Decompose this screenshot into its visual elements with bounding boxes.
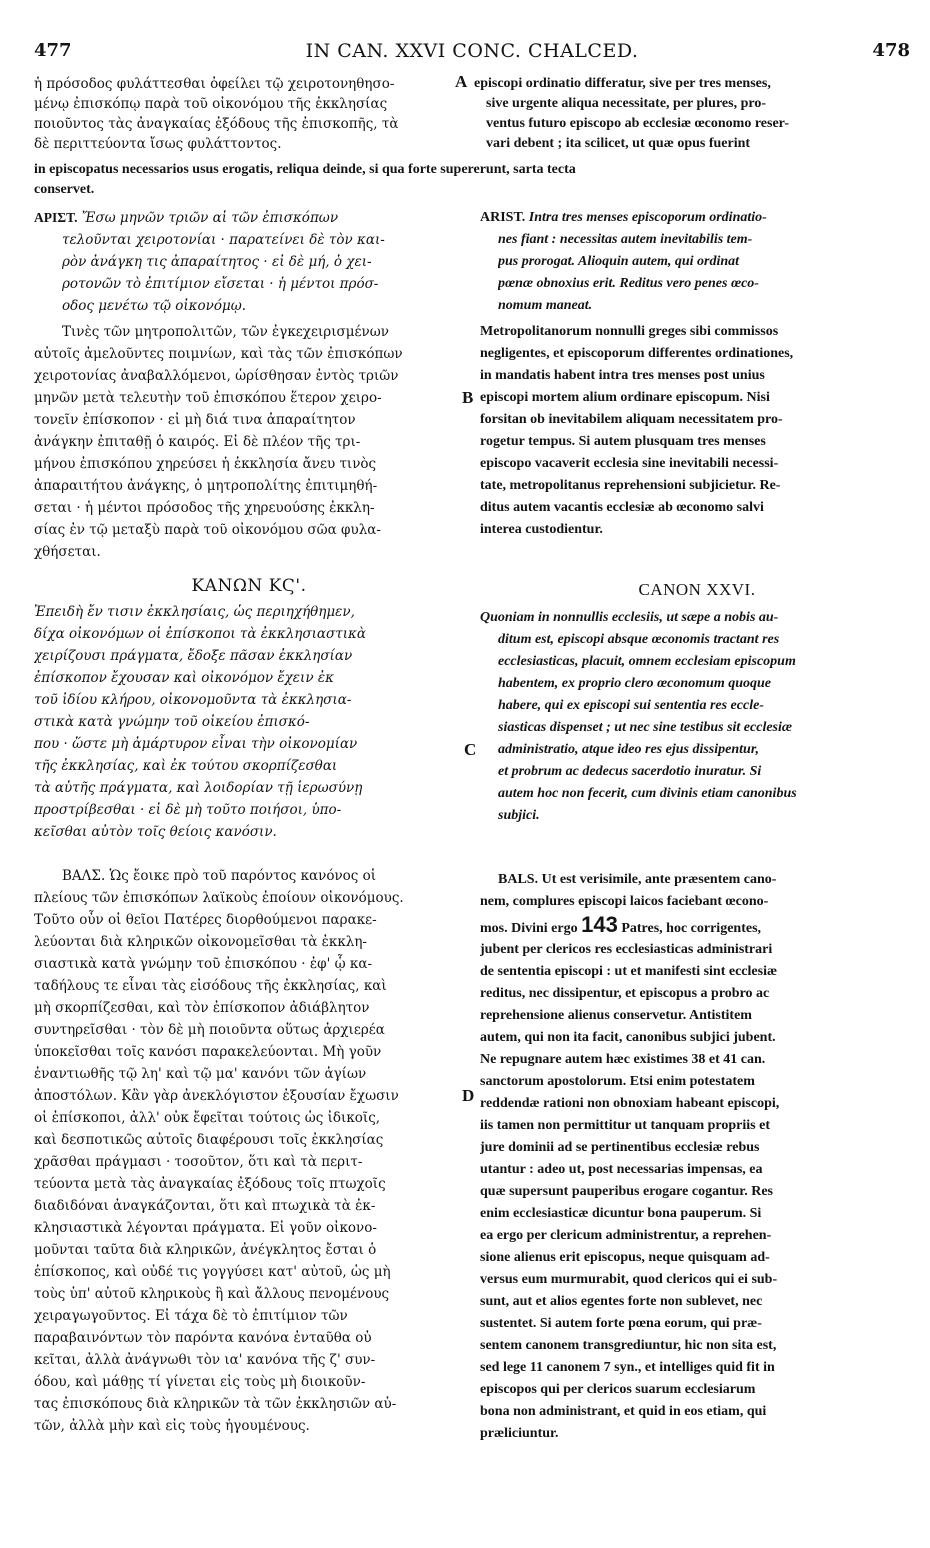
- text-line: ταδήλους τε εἶναι τὰς εἰσόδους τῆς ἐκκλησίας, καὶ: [34, 978, 387, 994]
- text-line: in episcopatus necessarios usus erogatis, reliqua deinde, si qua forte supererunt, sarta tecta: [34, 162, 576, 177]
- text-line: jubent per clericos res ecclesiasticas administrari: [480, 942, 773, 957]
- text-line: Quoniam in nonnullis ecclesiis, ut sæpe a nobis au-: [480, 610, 779, 625]
- text-line: μὴ σκορπίζεσθαι, καὶ τὸν ἐπίσκοπον ἀδιάβλητον: [34, 1000, 370, 1016]
- margin-marker-a: A: [455, 72, 468, 91]
- text-line: ἐναντιωθῆς τῷ λη' καὶ τῷ μα' κανόνι τῶν ἁγίων: [34, 1066, 367, 1082]
- text-line: ΒΑΛΣ. Ὡς ἔοικε πρὸ τοῦ παρόντος κανόνος οἱ: [62, 868, 377, 884]
- text-line: Τοῦτο οὖν οἱ θεῖοι Πατέρες διορθούμενοι παρακε-: [34, 912, 377, 928]
- canon-heading-latin: CANON XXVI.: [638, 580, 756, 599]
- text-line: tate, metropolitanus reprehensioni subjicietur. Re-: [480, 478, 781, 493]
- text-line: σεται · ἡ μέντοι πρόσοδος τῆς χηρευούσης ἐκκλη-: [34, 500, 375, 516]
- text-line: ἡ πρόσοδος φυλάττεσθαι ὀφείλει τῷ χειροτονηθησο-: [34, 76, 395, 92]
- text-span: Ut est verisimile, ante præsentem cano-: [541, 872, 777, 887]
- text-line: sentem canonem transgrediuntur, hic non sita est,: [480, 1338, 777, 1353]
- text-line: ἀνάγκην ἐπιταθῇ ὁ καιρός. Εἰ δὲ πλέον τῆς τρι-: [34, 434, 361, 450]
- text-line: subjici.: [498, 808, 540, 823]
- text-line: in mandatis habent intra tres menses post unius: [480, 368, 765, 383]
- page-number-left: 477: [34, 40, 72, 61]
- text-line: τεύοντα μετὰ τὰς ἀναγκαίας ἐξόδους τοῖς πτωχοῖς: [34, 1176, 386, 1192]
- text-line: sunt, aut et alios egentes forte non sublevet, nec: [480, 1294, 763, 1309]
- text-line: που · ὥστε μὴ ἀμάρτυρον εἶναι τὴν οἰκονομίαν: [34, 736, 358, 752]
- text-line: προστρίβεσθαι · εἰ δὲ μὴ τοῦτο ποιήσοι, ὑπο-: [34, 802, 342, 818]
- text-line: τας ἐπισκόπους διὰ κληρικῶν τὰ τῶν ἐκκλησιῶν αὐ-: [34, 1396, 397, 1412]
- text-line: μήνου ἐπισκόπου χηρεύσει ἡ ἐκκλησία ἄνευ τινὸς: [34, 456, 377, 472]
- text-line: sustentet. Si autem forte pœna eorum, qui præ-: [480, 1316, 762, 1331]
- text-line: Ne repugnare autem hæc existimes 38 et 41 can.: [480, 1052, 766, 1067]
- text-line: δὲ περιττεύοντα ἴσως φυλάττοντος.: [34, 136, 282, 152]
- text-line: reprehensione alienus conservetur. Antistitem: [480, 1008, 752, 1023]
- section-label: ΑΡΙΣΤ.: [34, 210, 78, 225]
- text-line: [480, 912, 914, 942]
- text-line: reddendæ rationi non obnoxiam habeant episcopi,: [480, 1096, 780, 1111]
- text-line: συντηρεῖσθαι · τὸν δὲ μὴ ποιοῦντα οὕτως ἀρχιερέα: [34, 1022, 385, 1038]
- text-line: καὶ δεσποτικῶς αὐτοῖς διαφέρουσι τοῖς ἐκκλησίας: [34, 1132, 384, 1148]
- text-line: Ἐπειδὴ ἔν τισιν ἐκκλησίαις, ὡς περιηχήθημεν,: [34, 604, 355, 620]
- text-line: reditus, nec dissipentur, et episcopus a probro ac: [480, 986, 770, 1001]
- text-line: κεῖται, ἀλλὰ ἀνάγνωθι τὸν ια' κανόνα τῆς ζ' συν-: [34, 1352, 376, 1368]
- text-line: pœnæ obnoxius erit. Reditus vero penes œco-: [498, 276, 759, 291]
- text-span: Patres, hoc corrigentes,: [621, 921, 762, 936]
- text-line: λεύονται διὰ κληρικῶν οἰκονομεῖσθαι τὰ ἐκκλη-: [34, 934, 367, 950]
- text-line: οδος μενέτω τῷ οἰκονόμῳ.: [62, 298, 247, 314]
- margin-marker-d: D: [462, 1086, 475, 1105]
- text-line: κεῖσθαι αὐτὸν τοῖς θείοις κανόσιν.: [34, 824, 277, 840]
- text-line: τῆς ἐκκλησίας, καὶ ἐκ τούτου σκορπίζεσθαι: [34, 758, 338, 774]
- text-line: ditus autem vacantis ecclesiæ ab œconomo salvi: [480, 500, 764, 515]
- text-line: χειρίζουσι πράγματα, ἔδοξε πᾶσαν ἐκκλησίαν: [34, 648, 353, 664]
- signature-mark: 143: [581, 912, 618, 937]
- text-line: σίας ἐν τῷ μεταξὺ παρὰ τοῦ οἰκονόμου σῶα φυλα-: [34, 522, 381, 538]
- text-line: τελοῦνται χειροτονίαι · παρατείνει δὲ τὸν και-: [62, 232, 385, 248]
- text-line: pus prorogat. Alioquin autem, qui ordinat: [498, 254, 740, 269]
- text-line: χειραγωγοῦντος. Εἰ τάχα δὲ τὸ ἐπιτίμιον τῶν: [34, 1308, 348, 1324]
- text-span: Intra tres menses episcoporum ordinatio-: [528, 210, 767, 225]
- text-line: rogetur tempus. Si autem plusquam tres menses: [480, 434, 766, 449]
- text-line: nem, complures episcopi laicos faciebant œcono-: [480, 894, 769, 909]
- text-line: ἐπίσκοπον ἔχουσαν καὶ οἰκονόμον ἔχειν ἐκ: [34, 670, 334, 686]
- text-line: forsitan ob inevitabilem aliquam necessitatem pro-: [480, 412, 783, 427]
- text-line: κλησιαστικὰ λέγονται πράγματα. Εἰ γοῦν οἰκονο-: [34, 1220, 377, 1236]
- text-line: τὰ αὐτῆς πράγματα, καὶ λοιδορίαν τῇ ἱερωσύνῃ: [34, 780, 363, 796]
- text-line: χθήσεται.: [34, 544, 101, 560]
- text-line: ποιοῦντος τὰς ἀναγκαίας ἐξόδους τῆς ἐπισκοπῆς, τὰ: [34, 116, 399, 132]
- text-line: ventus futuro episcopo ab ecclesiæ œconomo reser-: [486, 116, 790, 131]
- text-line: ἀπαραιτήτου ἀνάγκης, ὁ μητροπολίτης ἐπιτιμηθή-: [34, 478, 378, 494]
- text-line: παραβαινόντων τὸν παρόντα κανόνα ἐνταῦθα οὐ: [34, 1330, 372, 1346]
- text-line: quæ supersunt pauperibus erogare cogantur. Res: [480, 1184, 774, 1199]
- text-line: χρᾶσθαι πράγμασι · τοσοῦτον, ὅτι καὶ τὰ περιτ-: [34, 1154, 363, 1170]
- section-label: BALS.: [498, 872, 539, 887]
- text-line: præliciuntur.: [480, 1426, 559, 1441]
- text-line: conservet.: [34, 182, 95, 197]
- text-line: de sententia episcopi : ut et manifesti sint ecclesiæ: [480, 964, 778, 979]
- text-line: negligentes, et episcoporum differentes ordinationes,: [480, 346, 794, 361]
- text-line: episcopos qui per clericos suarum ecclesiarum: [480, 1382, 756, 1397]
- text-line: administratio, atque ideo res ejus dissipentur,: [498, 742, 759, 757]
- text-line: vari debent ; ita scilicet, ut quæ opus fuerint: [486, 136, 751, 151]
- text-line: versus eum murmurabit, quod clericos qui ei sub-: [480, 1272, 778, 1287]
- text-line: jure dominii ad se pertinentibus ecclesiæ rebus: [480, 1140, 760, 1155]
- text-line: Metropolitanorum nonnulli greges sibi commissos: [480, 324, 779, 339]
- section-label: ARIST.: [480, 210, 526, 225]
- text-line: episcopi ordinatio differatur, sive per tres menses,: [474, 76, 771, 91]
- text-line: οἱ ἐπίσκοποι, ἀλλ' οὐκ ἔφεῖται τούτοις ὡς ἰδικοῖς,: [34, 1110, 381, 1126]
- text-line: τονεῖν ἐπίσκοπον · εἰ μὴ διά τινα ἀπαραίτητον: [34, 412, 356, 428]
- text-span: mos. Divini ergo: [480, 921, 578, 936]
- text-line: διαδιδόναι ἀναγκάζονται, ὅτι καὶ πτωχικὰ τὰ ἐκ-: [34, 1198, 376, 1214]
- page-number-right: 478: [872, 40, 910, 61]
- margin-marker-c: C: [464, 740, 477, 759]
- text-line: στικὰ κατὰ γνώμην τοῦ οἰκείου ἐπισκό-: [34, 714, 310, 730]
- text-line: ρὸν ἀνάγκη τις ἀπαραίτητος · εἰ δὲ μή, ὁ χει-: [62, 254, 372, 270]
- text-line: et probrum ac dedecus sacerdotio inuratur. Si: [498, 764, 762, 779]
- page-header: [34, 38, 910, 72]
- text-line: δίχα οἰκονόμων οἱ ἐπίσκοποι τὰ ἐκκλησιαστικὰ: [34, 626, 366, 642]
- text-line: [480, 208, 914, 228]
- text-line: habentem, ex proprio clero œconomum quoque: [498, 676, 772, 691]
- text-line: sione alienus erit episcopus, neque quisquam ad-: [480, 1250, 770, 1265]
- running-head: IN CAN. XXVI CONC. CHALCED.: [305, 40, 639, 62]
- text-line: ροτονῶν τὸ ἐπιτίμιον εἴσεται · ἡ μέντοι πρόσ-: [62, 276, 379, 292]
- text-line: ea ergo per clericum administrentur, a reprehen-: [480, 1228, 772, 1243]
- text-line: μοῦνται ταῦτα διὰ κληρικῶν, ἀνέγκλητος ἔσται ὁ: [34, 1242, 377, 1258]
- text-line: αὐτοῖς ἀμελοῦντες ποιμνίων, καὶ τὰς τῶν ἐπισκόπων: [34, 346, 403, 362]
- text-line: nes fiant : necessitas autem inevitabilis tem-: [498, 232, 753, 247]
- text-line: [498, 870, 914, 890]
- text-line: nomum maneat.: [498, 298, 593, 313]
- text-line: ditum est, episcopi absque œconomis tractant res: [498, 632, 780, 647]
- text-line: sive urgente aliqua necessitate, per plures, pro-: [486, 96, 766, 111]
- text-line: μένῳ ἐπισκόπῳ παρὰ τοῦ οἰκονόμου τῆς ἐκκλησίας: [34, 96, 388, 112]
- text-line: [34, 208, 464, 228]
- text-line: σιαστικὰ κατὰ γνώμην τοῦ ἐπισκόπου · ἐφ' ᾧ κα-: [34, 956, 373, 972]
- text-line: utantur : adeo ut, post necessarias impensas, ea: [480, 1162, 763, 1177]
- text-line: sed lege 11 canonem 7 syn., et intelliges quid fit in: [480, 1360, 775, 1375]
- text-line: autem, qui non ita facit, canonibus subjici jubent.: [480, 1030, 776, 1045]
- margin-marker-b: B: [462, 388, 474, 407]
- text-line: όδου, καὶ μάθῃς τί γίνεται εἰς τοὺς μὴ διοικοῦν-: [34, 1374, 366, 1390]
- text-line: sanctorum apostolorum. Etsi enim potestatem: [480, 1074, 755, 1089]
- text-line: ecclesiasticas, placuit, omnem ecclesiam episcopum: [498, 654, 796, 669]
- text-line: τοὺς ὑπ' αὐτοῦ κληρικοὺς ἢ καὶ ἄλλους πενομένους: [34, 1286, 390, 1302]
- text-line: autem hoc non fecerit, cum divinis etiam canonibus: [498, 786, 797, 801]
- text-line: Τινὲς τῶν μητροπολιτῶν, τῶν ἐγκεχειρισμένων: [62, 324, 389, 340]
- text-line: interea custodientur.: [480, 522, 603, 537]
- text-line: τοῦ ἰδίου κλήρου, οἰκονομοῦντα τὰ ἐκκλησια-: [34, 692, 352, 708]
- canon-heading-greek: ΚΑΝΩΝ ΚϚ'.: [191, 576, 307, 596]
- text-line: siasticas dispenset ; ut nec sine testibus sit ecclesiæ: [498, 720, 792, 735]
- text-line: habere, qui ex episcopi sui sententia res eccle-: [498, 698, 764, 713]
- text-line: ἀποστόλων. Κἂν γὰρ ἀνεκλόγιστον ἐξουσίαν ἔχωσιν: [34, 1088, 399, 1104]
- text-line: episcopi mortem alium ordinare episcopum. Nisi: [480, 390, 770, 405]
- text-line: πλείους τῶν ἐπισκόπων λαϊκοὺς ἐποίουν οἰκονόμους.: [34, 890, 404, 906]
- text-line: ὑποκεῖσθαι τοῖς κανόσι παρακελεύονται. Μὴ γοῦν: [34, 1044, 382, 1060]
- text-line: μηνῶν μετὰ τελευτὴν τοῦ ἐπισκόπου ἕτερον χειρο-: [34, 390, 382, 406]
- text-line: τῶν, ἀλλὰ μὴν καὶ εἰς τοὺς ἡγουμένους.: [34, 1418, 310, 1434]
- text-line: iis tamen non permittitur ut tanquam propriis et: [480, 1118, 770, 1133]
- text-line: bona non administrant, et quid in eos etiam, qui: [480, 1404, 767, 1419]
- text-line: episcopo vacaverit ecclesia sine inevitabili necessi-: [480, 456, 779, 471]
- text-line: χειροτονίας ἀναβαλλόμενοι, ὡρίσθησαν ἐντὸς τριῶν: [34, 368, 399, 384]
- text-span: Ἔσω μηνῶν τριῶν αἱ τῶν ἐπισκόπων: [81, 210, 339, 226]
- text-line: enim ecclesiasticæ dicuntur bona pauperum. Si: [480, 1206, 762, 1221]
- text-line: ἐπίσκοπος, καὶ οὐδέ τις γογγύσει κατ' αὐτοῦ, ὡς μὴ: [34, 1264, 391, 1280]
